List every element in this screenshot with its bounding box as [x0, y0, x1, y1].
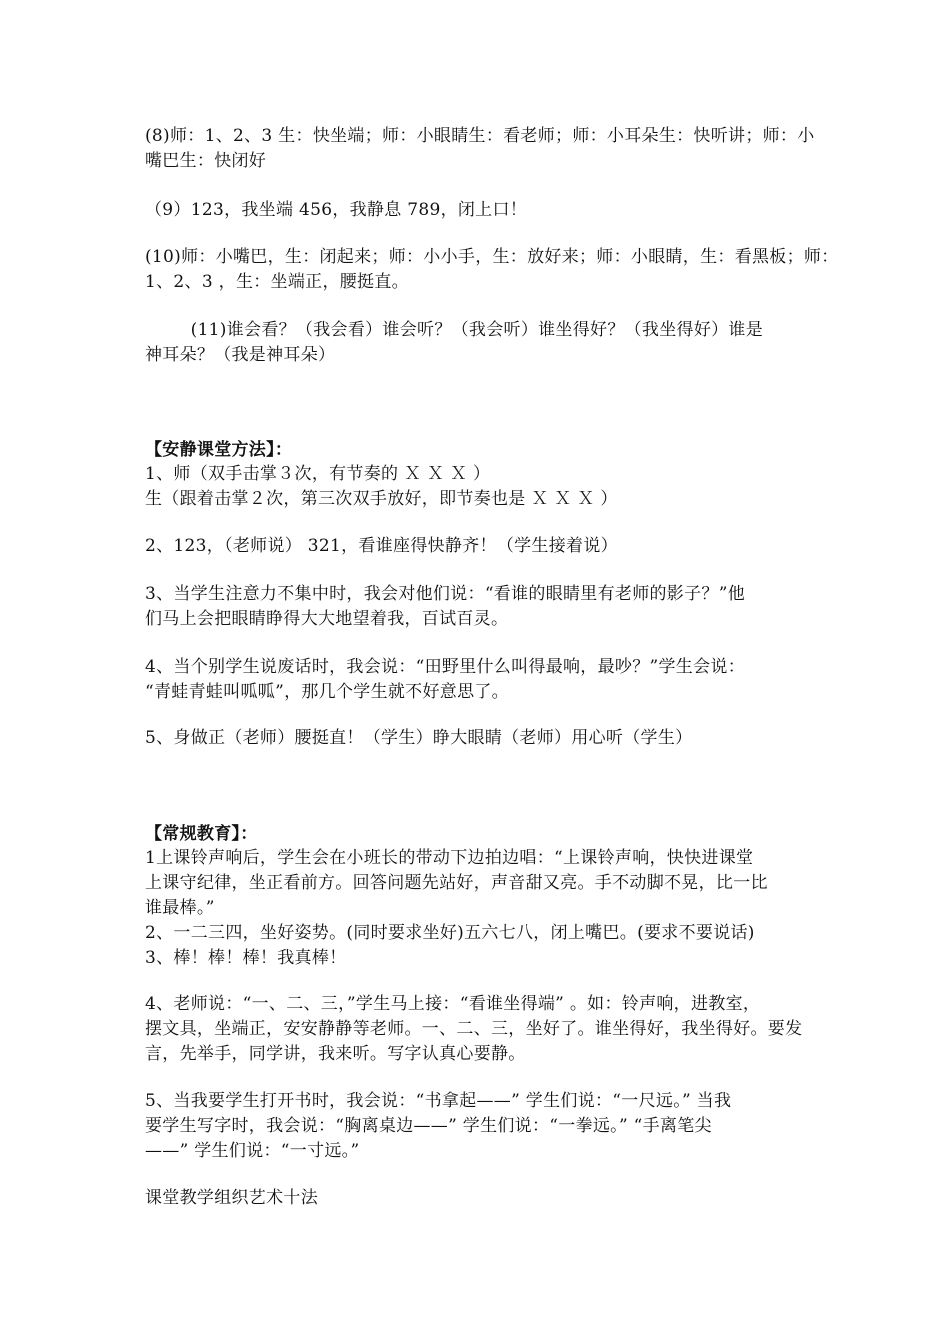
text-line: 嘴巴生：快闭好	[145, 151, 267, 171]
text-line: 2、123，（老师说） 321，看谁座得快静齐！（学生接着说）	[145, 536, 618, 556]
text-line: 言，先举手，同学讲，我来听。写字认真心要静。	[145, 1044, 526, 1064]
paragraph-item-10	[145, 245, 839, 295]
text-line: 1、2、3 ，生：坐端正，腰挺直。	[145, 272, 409, 292]
paragraph-item-9	[145, 198, 817, 223]
section-heading-quiet-methods	[145, 438, 817, 463]
text-line: “青蛙青蛙叫呱呱”，那几个学生就不好意思了。	[145, 682, 509, 702]
heading-text: 【安静课堂方法】：	[145, 440, 293, 460]
text-line: 1上课铃声响后，学生会在小班长的带动下边拍边唱：“上课铃声响，快快进课堂	[145, 848, 754, 868]
closing-title	[145, 1186, 817, 1211]
text-line: 3、当学生注意力不集中时，我会对他们说：“看谁的眼睛里有老师的影子？”他	[145, 584, 745, 604]
text-line: 2、一二三四，坐好姿势。(同时要求坐好)五六七八，闭上嘴巴。(要求不要说话)	[145, 923, 755, 943]
paragraph-item-11	[145, 318, 817, 368]
text-line: 1、师（双手击掌３次，有节奏的 Ｘ Ｘ Ｘ ）	[145, 464, 491, 484]
paragraph-quiet-1	[145, 462, 817, 512]
text-line: 谁最棒。”	[145, 898, 215, 918]
text-line: (11)谁会看？（我会看）谁会听？（我会听）谁坐得好？（我坐得好）谁是	[145, 320, 764, 340]
text-line: 4、当个别学生说废话时，我会说：“田野里什么叫得最响，最吵？”学生会说：	[145, 657, 745, 677]
text-line: (8)师：1、2、3 生：快坐端；师：小眼睛生：看老师；师：小耳朵生：快听讲；师：小	[145, 126, 815, 146]
text-line: 3、棒！棒！棒！我真棒！	[145, 948, 347, 968]
paragraph-quiet-5	[145, 726, 817, 751]
paragraph-item-8	[145, 124, 817, 174]
text-line: ——” 学生们说：“一寸远。”	[145, 1141, 360, 1161]
text-line: 4、老师说：“一、二、三，”学生马上接：“看谁坐得端” 。如：铃声响，进教室，	[145, 994, 761, 1014]
text-line: 摆文具，坐端正，安安静静等老师。一、二、三，坐好了。谁坐得好，我坐得好。要发	[145, 1019, 803, 1039]
section-heading-routine	[145, 822, 817, 847]
paragraph-quiet-2	[145, 534, 817, 559]
text-line: 生（跟着击掌２次，第三次双手放好，即节奏也是 Ｘ Ｘ Ｘ ）	[145, 489, 618, 509]
paragraph-routine-4	[145, 992, 817, 1067]
paragraph-routine-1-3	[145, 846, 817, 971]
paragraph-quiet-4	[145, 655, 817, 705]
title-text: 课堂教学组织艺术十法	[145, 1188, 318, 1208]
paragraph-quiet-3	[145, 582, 817, 632]
text-line: (10)师：小嘴巴，生：闭起来；师：小小手，生：放好来；师：小眼睛，生：看黑板；师：	[145, 247, 839, 267]
text-line: 5、身做正（老师）腰挺直！（学生）睁大眼睛（老师）用心听（学生）	[145, 728, 693, 748]
text-line: 要学生写字时，我会说：“胸离桌边——” 学生们说：“一拳远。” “手离笔尖	[145, 1116, 712, 1136]
text-line: 上课守纪律，坐正看前方。回答问题先站好，声音甜又亮。手不动脚不晃，比一比	[145, 873, 768, 893]
text-line: 5、当我要学生打开书时，我会说：“书拿起——” 学生们说：“一尺远。” 当我	[145, 1091, 732, 1111]
paragraph-routine-5	[145, 1089, 817, 1164]
text-line: （9）123，我坐端 456，我静息 789，闭上口！	[145, 200, 528, 220]
text-line: 神耳朵？（我是神耳朵）	[145, 345, 336, 365]
heading-text: 【常规教育】：	[145, 824, 258, 844]
text-line: 们马上会把眼睛睁得大大地望着我，百试百灵。	[145, 609, 509, 629]
